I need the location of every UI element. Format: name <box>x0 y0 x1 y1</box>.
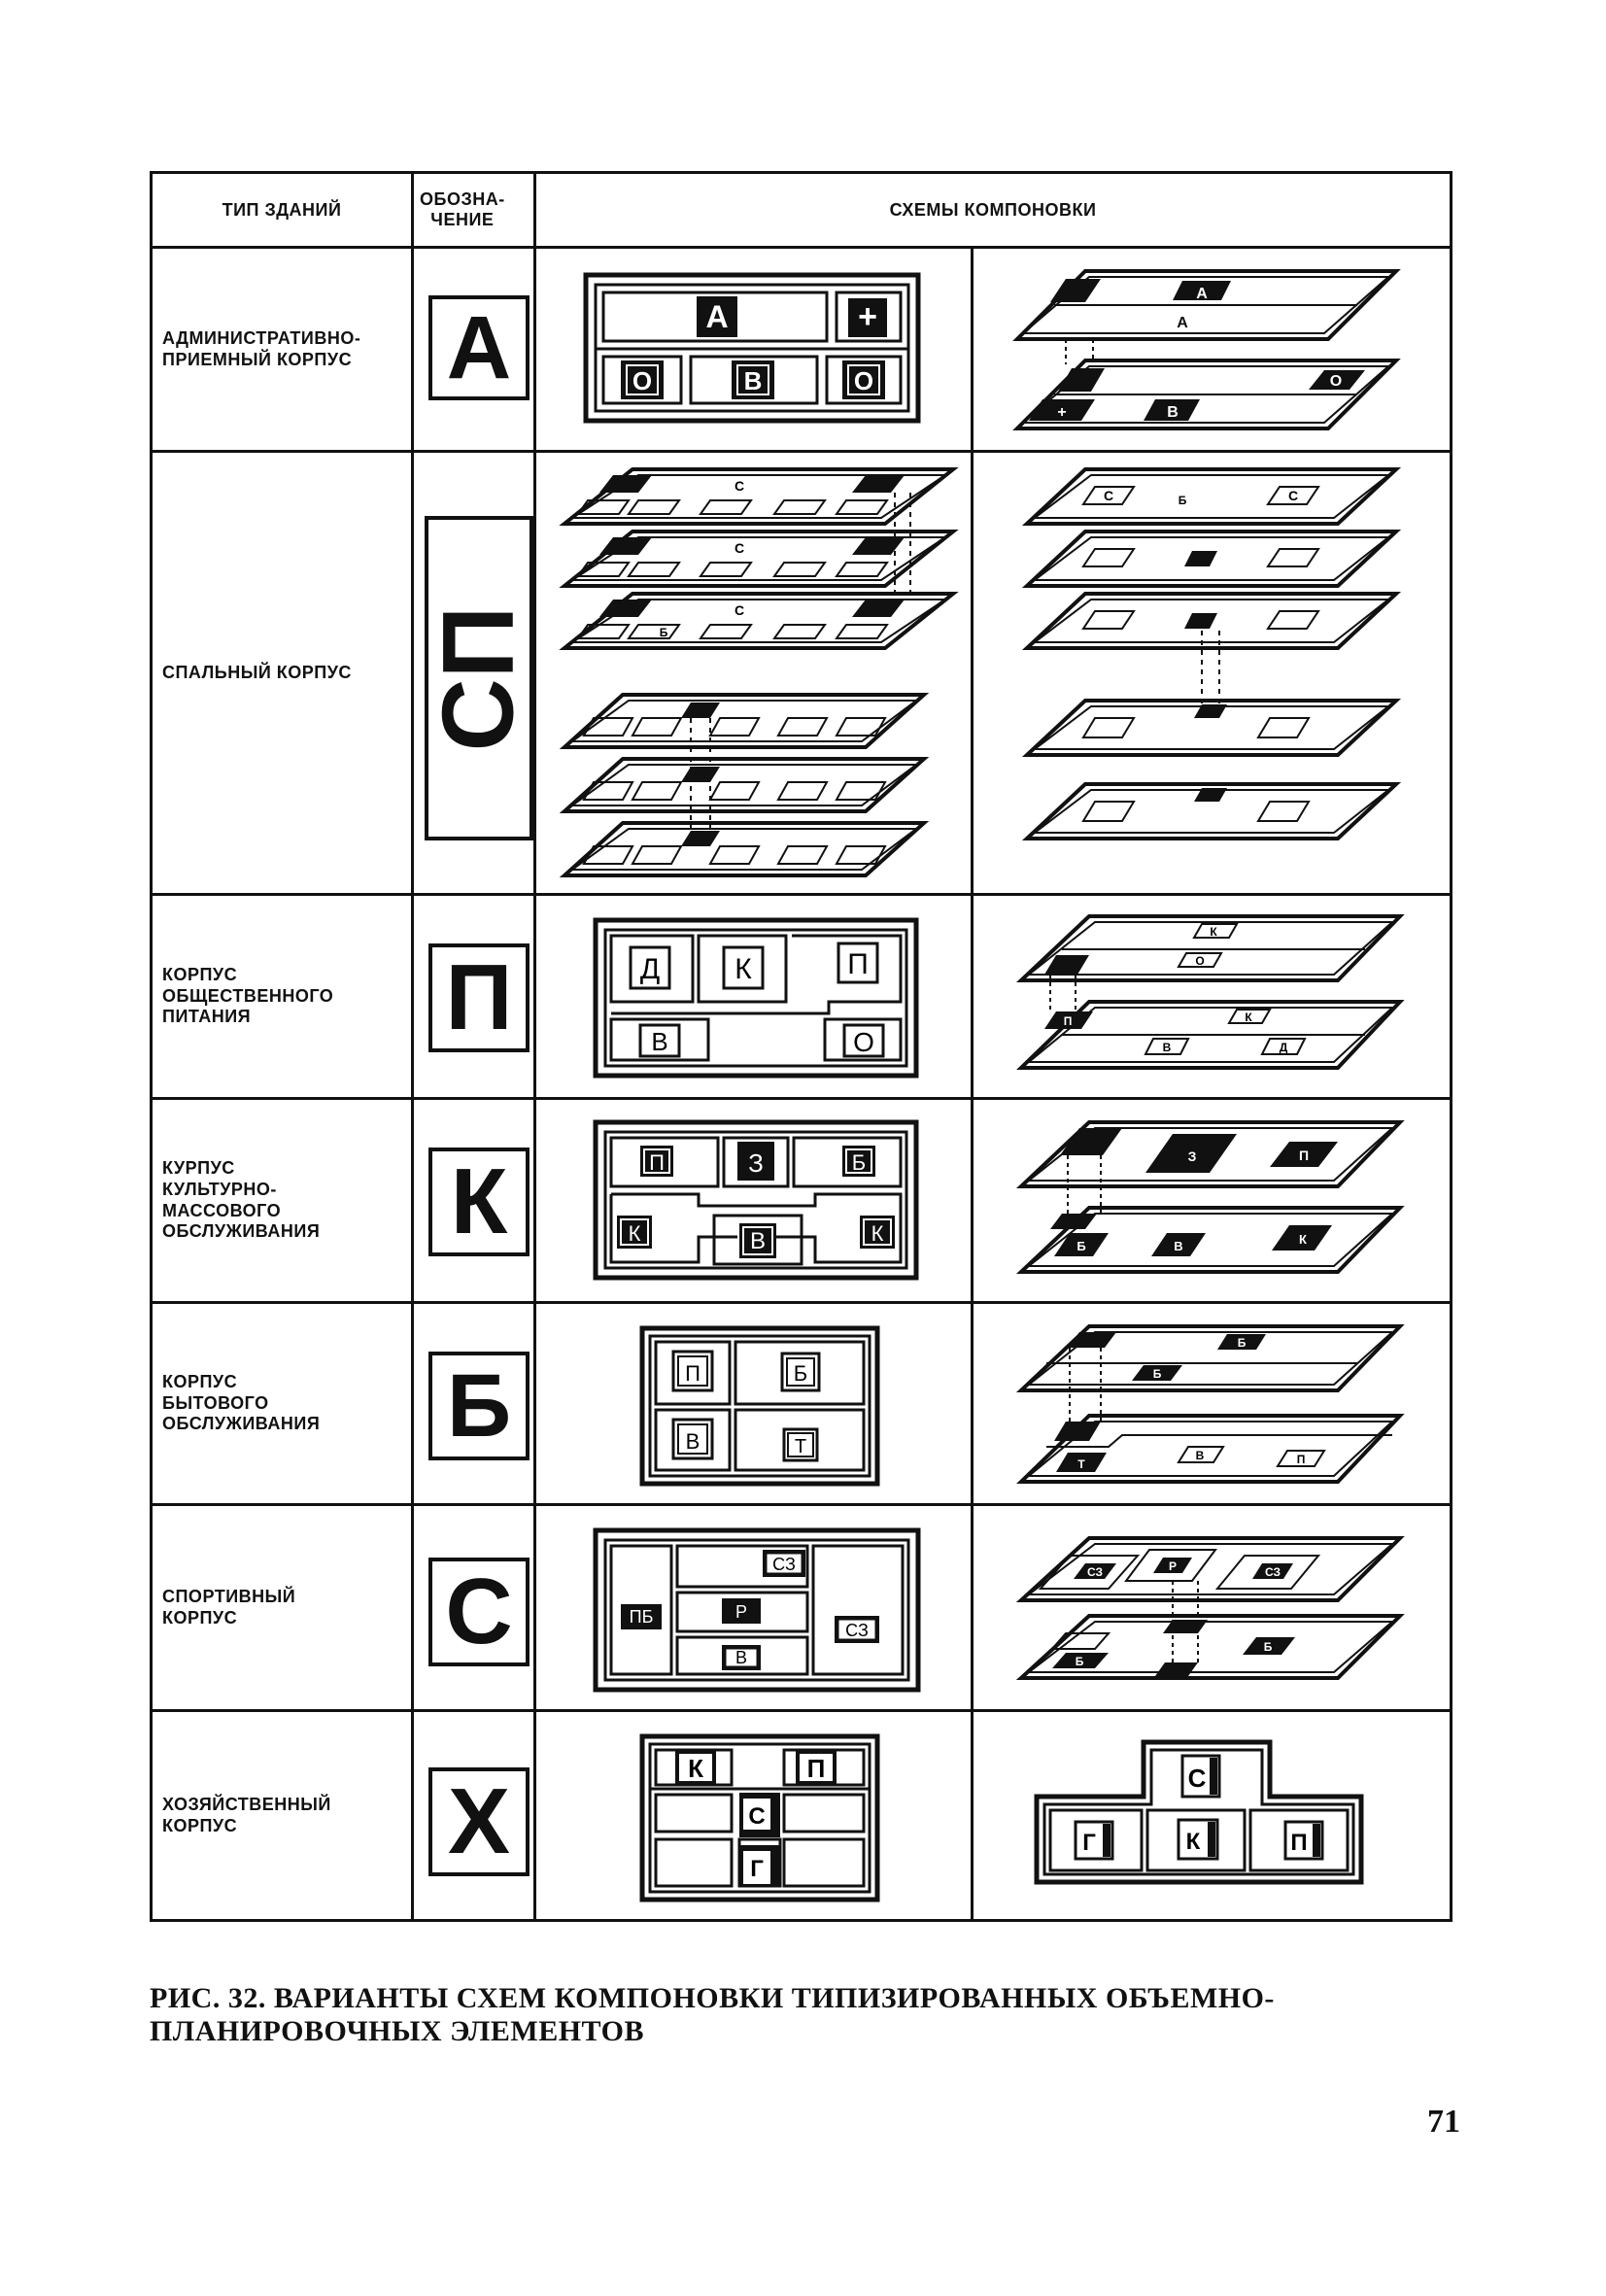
plan-cell: О <box>853 1027 874 1057</box>
row-label-dormitory: СПАЛЬНЫЙ КОРПУС <box>162 662 352 682</box>
utility-axon-scheme <box>1027 1736 1386 1888</box>
symbol-p: П <box>428 943 530 1052</box>
axon-cell: Б <box>1075 1655 1084 1668</box>
sports-axon-scheme <box>1008 1532 1416 1697</box>
axon-cell: К <box>1185 1829 1201 1855</box>
axon-cell: + <box>1057 404 1067 421</box>
plan-cell: К <box>628 1221 641 1246</box>
plan-cell: + <box>858 298 877 335</box>
axon-cell: В <box>1174 1239 1183 1253</box>
catering-axon-scheme <box>1008 910 1416 1085</box>
plan-cell: К <box>688 1754 703 1783</box>
axon-cell: П <box>1298 1148 1310 1163</box>
axon-cell: С <box>1287 488 1299 503</box>
household-axon-scheme <box>1008 1320 1416 1490</box>
sports-plan-scheme <box>592 1526 922 1694</box>
catering-plan-scheme <box>592 916 922 1081</box>
axon-cell: В <box>1162 1041 1172 1054</box>
plan-cell: СЗ <box>772 1555 796 1574</box>
axon-cell: С <box>1187 1764 1207 1793</box>
symbol-sp: СП <box>425 516 533 840</box>
cultural-axon-scheme <box>1008 1116 1416 1282</box>
axon-cell: Г <box>1082 1830 1096 1856</box>
axon-cell: К <box>1299 1232 1307 1247</box>
symbol-s: С <box>428 1558 530 1666</box>
axon-cell: Т <box>1077 1457 1085 1471</box>
plan-cell: А <box>705 299 729 334</box>
axon-cell: СЗ <box>1264 1565 1281 1579</box>
axon-cell: К <box>1245 1011 1252 1024</box>
plan-cell: С <box>748 1803 766 1830</box>
column-divider <box>533 174 536 1919</box>
axon-cell: П <box>1290 1830 1308 1856</box>
plan-cell: З <box>748 1148 764 1178</box>
row-label-sports: СПОРТИВНЫЙ КОРПУС <box>162 1586 296 1628</box>
axon-cell: Б <box>1178 494 1187 507</box>
plan-cell: П <box>649 1150 665 1175</box>
plan-cell: К <box>735 953 752 985</box>
axon-cell: С <box>734 602 745 618</box>
plan-cell: В <box>651 1027 668 1056</box>
axon-cell: В <box>1167 404 1179 421</box>
axon-cell: С <box>734 478 745 494</box>
symbol-k: К <box>428 1148 530 1256</box>
column-divider <box>411 174 414 1919</box>
axon-cell: О <box>1195 954 1205 968</box>
household-plan-scheme <box>638 1324 881 1488</box>
page-number: 71 <box>1427 2104 1460 2140</box>
axon-cell: К <box>1210 925 1217 939</box>
axon-cell: Б <box>659 626 668 639</box>
plan-cell: В <box>743 366 763 395</box>
dormitory-plan-scheme <box>545 463 963 887</box>
row-label-cultural: КУРПУС КУЛЬТУРНО- МАССОВОГО ОБСЛУЖИВАНИЯ <box>162 1158 321 1242</box>
plan-cell: К <box>871 1221 884 1246</box>
layout-table <box>150 171 1452 1922</box>
axon-cell: П <box>1063 1014 1073 1028</box>
axon-cell: В <box>1195 1449 1205 1462</box>
plan-cell: Г <box>750 1856 764 1882</box>
admin-axon-scheme <box>1008 263 1416 438</box>
axon-cell: А <box>1196 286 1208 302</box>
row-label-household: КОРПУС БЫТОВОГО ОБСЛУЖИВАНИЯ <box>162 1372 321 1434</box>
axon-cell: А <box>1177 315 1188 331</box>
axon-cell: Д <box>1279 1041 1288 1054</box>
dormitory-axon-scheme <box>1008 463 1416 887</box>
plan-cell: П <box>685 1361 700 1386</box>
axon-cell: Б <box>1263 1640 1273 1654</box>
axon-cell: Б <box>1237 1336 1247 1350</box>
plan-cell: Р <box>735 1602 748 1622</box>
plan-cell: ПБ <box>629 1607 654 1627</box>
axon-cell: Р <box>1168 1559 1178 1573</box>
plan-cell: Б <box>851 1150 867 1175</box>
plan-cell: СЗ <box>845 1621 869 1640</box>
plan-cell: Д <box>639 953 661 985</box>
symbol-a: А <box>428 295 530 400</box>
axon-cell: Б <box>1152 1367 1162 1381</box>
axon-cell: С <box>1103 488 1114 503</box>
plan-cell: Б <box>793 1361 808 1386</box>
axon-cell: П <box>1296 1453 1306 1466</box>
plan-cell: П <box>847 948 869 980</box>
column-divider <box>971 246 974 1919</box>
figure-caption: РИС. 32. ВАРИАНТЫ СХЕМ КОМПОНОВКИ ТИПИЗИРОВАННЫХ ОБЪЕМНО- ПЛАНИРОВОЧНЫХ ЭЛЕМЕНТОВ <box>150 1982 1275 2047</box>
row-label-admin: АДМИНИСТРАТИВНО- ПРИЕМНЫЙ КОРПУС <box>162 327 361 369</box>
axon-cell: С <box>734 540 745 556</box>
plan-cell: О <box>853 366 874 395</box>
plan-cell: В <box>749 1228 767 1254</box>
row-label-catering: КОРПУС ОБЩЕСТВЕННОГО ПИТАНИЯ <box>162 965 334 1027</box>
axon-cell: Б <box>1076 1239 1086 1253</box>
header-building-type: ТИП ЗДАНИЙ <box>222 199 342 220</box>
admin-plan-scheme <box>582 271 922 427</box>
plan-cell: П <box>806 1754 826 1783</box>
axon-cell: СЗ <box>1086 1565 1104 1579</box>
utility-plan-scheme <box>638 1732 881 1903</box>
dorm-stack-upper <box>564 469 953 648</box>
plan-cell: О <box>632 366 653 395</box>
row-label-utility: ХОЗЯЙСТВЕННЫЙ КОРПУС <box>162 1794 331 1835</box>
header-designation: ОБОЗНА- ЧЕНИЕ <box>420 189 505 229</box>
plan-cell: Т <box>794 1436 807 1457</box>
axon-cell: О <box>1329 373 1343 390</box>
dorm-stack-lower <box>564 695 924 875</box>
plan-cell: В <box>685 1429 700 1454</box>
symbol-kh: Х <box>428 1767 530 1876</box>
header-schemes: СХЕМЫ КОМПОНОВКИ <box>889 199 1097 220</box>
plan-cell: В <box>735 1648 748 1667</box>
symbol-b: Б <box>428 1352 530 1460</box>
cultural-plan-scheme <box>592 1118 922 1284</box>
axon-cell: З <box>1187 1148 1197 1164</box>
